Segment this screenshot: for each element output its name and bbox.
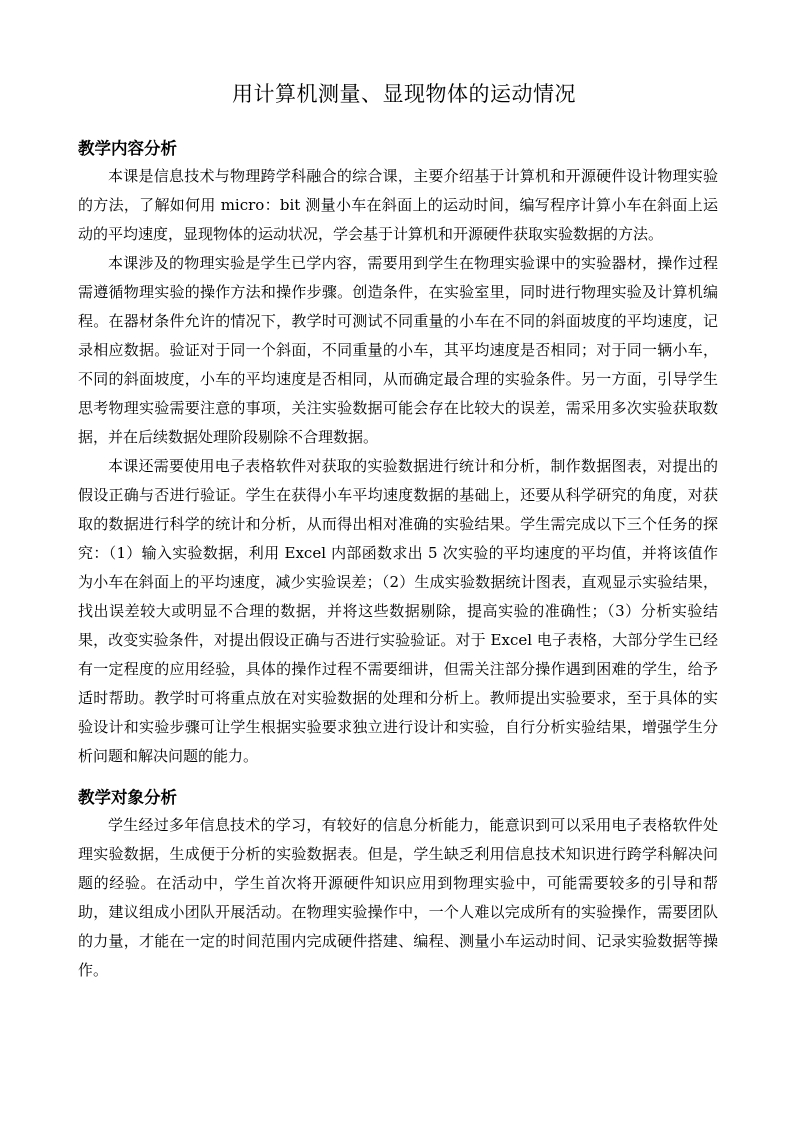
paragraph: 本课还需要使用电子表格软件对获取的实验数据进行统计和分析，制作数据图表，对提出的假设正确与否进行验证。学生在获得小车平均速度数据的基础上，还要从科学研究的角度，对获取的数据进行科学的统计和分析，从而得出相对准确的实验结果。学生需完成以下三个任务的探究：（1）输入实验数据，利用 Excel 内部函数求出 5 次实验的平均速度的平均值，并将该值作为小车在斜面上的平均速度，减少实验误差；（2）生成实验数据统计图表，直观显示实验结果，找出误差较大或明显不合理的数据，并将这些数据剔除，提高实验的准确性；（3）分析实验结果，改变实验条件，对提出假设正确与否进行实验验证。对于 Excel 电子表格，大部分学生已经有一定程度的应用经验，具体的操作过程不需要细讲，但需关注部分操作遇到困难的学生，给予适时帮助。教学时可将重点放在对实验数据的处理和分析上。教师提出实验要求，至于具体的实验设计和实验步骤可让学生根据实验要求独立进行设计和实验，自行分析实验结果，增强学生分析问题和解决问题的能力。	[78, 457, 718, 765]
document-page	[78, 78, 718, 985]
paragraph: 本课是信息技术与物理跨学科融合的综合课，主要介绍基于计算机和开源硬件设计物理实验的方法，了解如何用 micro：bit 测量小车在斜面上的运动时间，编写程序计算小车在斜面上运动的平均速度，显现物体的运动状况，学会基于计算机和开源硬件获取实验数据的方法。	[78, 167, 718, 243]
paragraph: 本课涉及的物理实验是学生已学内容，需要用到学生在物理实验课中的实验器材，操作过程需遵循物理实验的操作方法和操作步骤。创造条件，在实验室里，同时进行物理实验及计算机编程。在器材条件允许的情况下，教学时可测试不同重量的小车在不同的斜面坡度的平均速度，记录相应数据。验证对于同一个斜面，不同重量的小车，其平均速度是否相同；对于同一辆小车，不同的斜面坡度，小车的平均速度是否相同，从而确定最合理的实验条件。另一方面，引导学生思考物理实验需要注意的事项，关注实验数据可能会存在比较大的误差，需采用多次实验获取数据，并在后续数据处理阶段剔除不合理数据。	[78, 254, 718, 446]
section-heading-content-analysis: 教学内容分析	[78, 139, 177, 158]
page-title: 用计算机测量、显现物体的运动情况	[232, 82, 576, 106]
section-heading-audience-analysis: 教学对象分析	[78, 788, 177, 807]
paragraph: 学生经过多年信息技术的学习，有较好的信息分析能力，能意识到可以采用电子表格软件处理实验数据，生成便于分析的实验数据表。但是，学生缺乏利用信息技术知识进行跨学科解决问题的经验。在活动中，学生首次将开源硬件知识应用到物理实验中，可能需要较多的引导和帮助，建议组成小团队开展活动。在物理实验操作中，一个人难以完成所有的实验操作，需要团队的力量，才能在一定的时间范围内完成硬件搭建、编程、测量小车运动时间、记录实验数据等操作。	[78, 816, 718, 979]
